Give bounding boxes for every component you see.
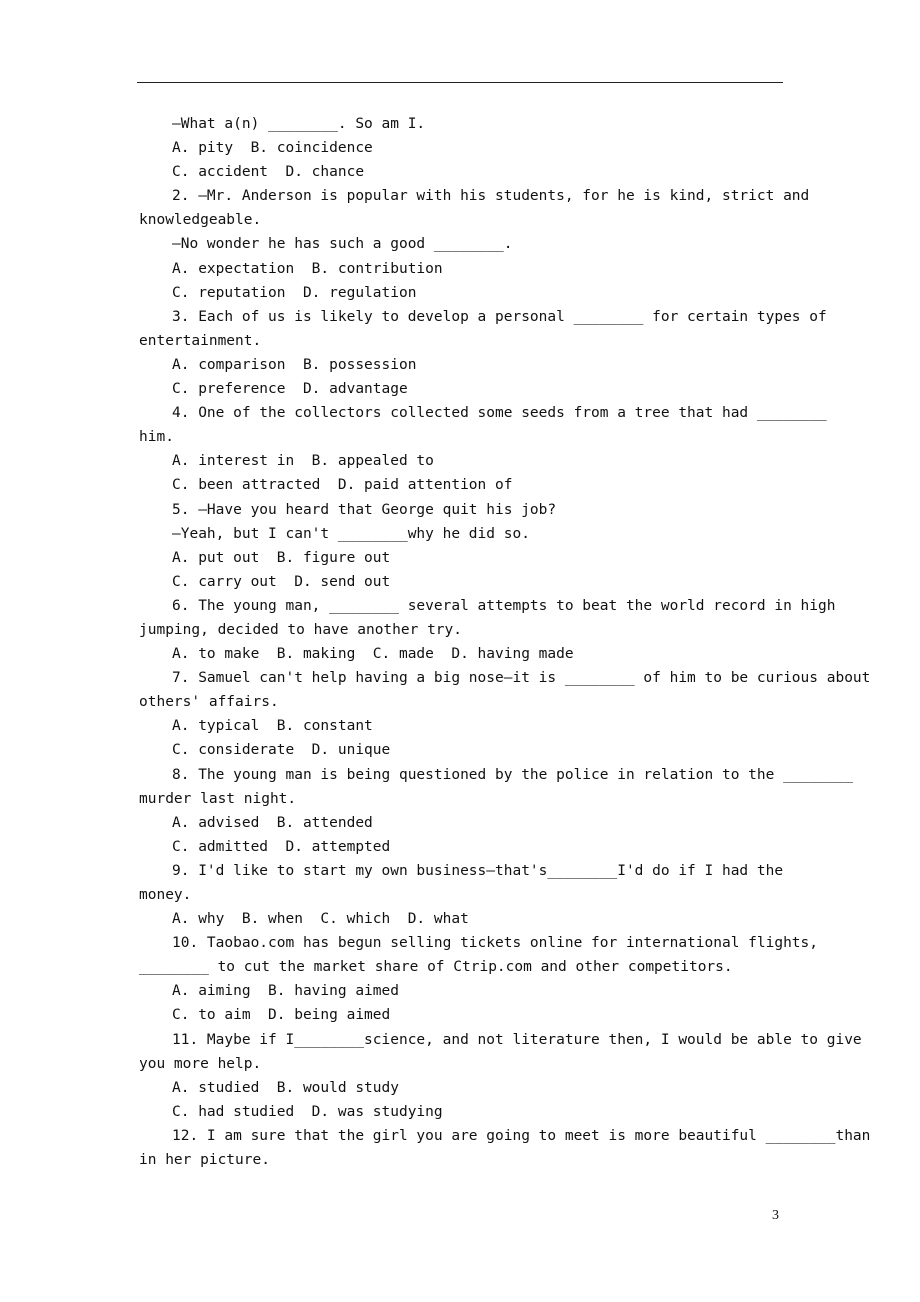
text-line: —No wonder he has such a good ________. [172, 236, 513, 253]
text-line: 2. —Mr. Anderson is popular with his students, for he is kind, strict and [172, 188, 810, 205]
document-body [139, 112, 871, 1172]
header-rule [137, 82, 783, 83]
text-line: A. interest in B. appealed to [172, 453, 434, 470]
text-line: C. had studied D. was studying [172, 1103, 443, 1120]
text-line: C. carry out D. send out [172, 573, 391, 590]
text-line: 7. Samuel can't help having a big nose—it is ________ of him to be curious about [172, 670, 871, 687]
text-line: C. reputation D. regulation [172, 284, 417, 301]
text-line: 5. —Have you heard that George quit his job? [172, 501, 557, 518]
text-line: C. considerate D. unique [172, 742, 391, 759]
text-line: 12. I am sure that the girl you are going to meet is more beautiful ________than [172, 1127, 871, 1144]
text-line: 4. One of the collectors collected some seeds from a tree that had ________ [172, 405, 827, 422]
page-number: 3 [772, 1208, 779, 1223]
text-line: A. studied B. would study [172, 1079, 399, 1096]
text-line: C. to aim D. being aimed [172, 1007, 391, 1024]
text-line: 8. The young man is being questioned by the police in relation to the ________ [172, 766, 853, 783]
text-line: C. admitted D. attempted [172, 838, 391, 855]
text-line: ________ to cut the market share of Ctrip.com and other competitors. [139, 959, 733, 976]
text-line: A. typical B. constant [172, 718, 373, 735]
text-line: knowledgeable. [139, 212, 262, 229]
text-line: —What a(n) ________. So am I. [172, 116, 426, 132]
text-line: 9. I'd like to start my own business—that's________I'd do if I had the [172, 862, 784, 879]
text-line: A. aiming B. having aimed [172, 983, 399, 1000]
text-line: —Yeah, but I can't ________why he did so. [172, 525, 530, 542]
text-line: jumping, decided to have another try. [139, 621, 463, 638]
text-line: C. been attracted D. paid attention of [172, 477, 513, 494]
text-line: you more help. [139, 1055, 262, 1072]
text-line: A. expectation B. contribution [172, 260, 443, 277]
text-line: him. [139, 429, 174, 446]
text-line: C. accident D. chance [172, 164, 365, 181]
text-line: A. pity B. coincidence [172, 140, 373, 157]
text-line: money. [139, 887, 192, 903]
text-line: A. comparison B. possession [172, 356, 417, 373]
text-line: A. why B. when C. which D. what [172, 911, 469, 928]
text-line: in her picture. [139, 1152, 270, 1169]
text-line: others' affairs. [139, 694, 279, 711]
text-line: A. put out B. figure out [172, 549, 391, 566]
text-line: 10. Taobao.com has begun selling tickets online for international flights, [172, 935, 819, 952]
text-line: C. preference D. advantage [172, 381, 408, 398]
text-line: 3. Each of us is likely to develop a personal ________ for certain types of [172, 308, 827, 325]
text-line: 6. The young man, ________ several attempts to beat the world record in high [172, 597, 836, 614]
text-line: murder last night. [139, 790, 297, 807]
text-line: entertainment. [139, 332, 262, 349]
text-line: A. to make B. making C. made D. having made [172, 646, 574, 663]
text-line: A. advised B. attended [172, 814, 373, 831]
text-line: 11. Maybe if I________science, and not literature then, I would be able to give [172, 1031, 862, 1048]
